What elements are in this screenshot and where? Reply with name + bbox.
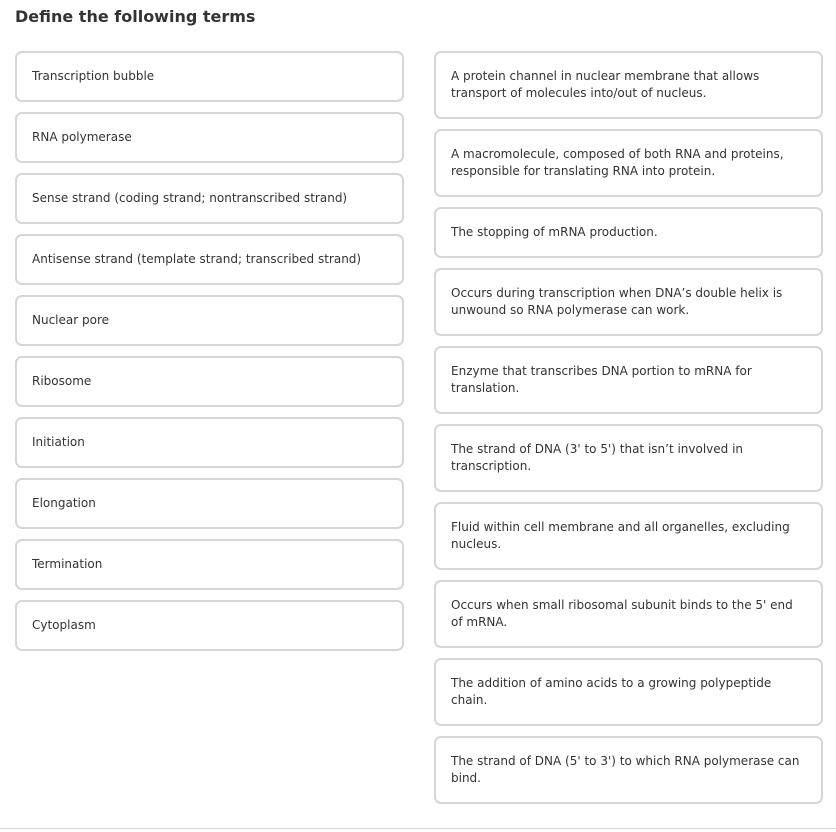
term-card-elongation[interactable]: Elongation — [15, 478, 404, 529]
definition-card[interactable]: The addition of amino acids to a growing polypeptide chain. — [434, 658, 823, 726]
term-card-cytoplasm[interactable]: Cytoplasm — [15, 600, 404, 651]
terms-column — [15, 51, 404, 661]
definition-card[interactable]: A protein channel in nuclear membrane that allows transport of molecules into/out of nucleus. — [434, 51, 823, 119]
definition-card[interactable]: Fluid within cell membrane and all organelles, excluding nucleus. — [434, 502, 823, 570]
term-card-rna-polymerase[interactable]: RNA polymerase — [15, 112, 404, 163]
definitions-column — [434, 51, 823, 814]
bottom-divider — [0, 828, 836, 829]
definition-card[interactable]: The stopping of mRNA production. — [434, 207, 823, 258]
term-card-transcription-bubble[interactable]: Transcription bubble — [15, 51, 404, 102]
page-title: Define the following terms — [15, 7, 256, 26]
term-card-antisense-strand[interactable]: Antisense strand (template strand; transcribed strand) — [15, 234, 404, 285]
definition-card[interactable]: Enzyme that transcribes DNA portion to mRNA for translation. — [434, 346, 823, 414]
term-card-nuclear-pore[interactable]: Nuclear pore — [15, 295, 404, 346]
definition-card[interactable]: The strand of DNA (3' to 5') that isn’t involved in transcription. — [434, 424, 823, 492]
term-card-ribosome[interactable]: Ribosome — [15, 356, 404, 407]
definition-card[interactable]: A macromolecule, composed of both RNA and proteins, responsible for translating RNA into protein. — [434, 129, 823, 197]
term-card-termination[interactable]: Termination — [15, 539, 404, 590]
term-card-sense-strand[interactable]: Sense strand (coding strand; nontranscribed strand) — [15, 173, 404, 224]
definition-card[interactable]: Occurs when small ribosomal subunit binds to the 5' end of mRNA. — [434, 580, 823, 648]
term-card-initiation[interactable]: Initiation — [15, 417, 404, 468]
definition-card[interactable]: Occurs during transcription when DNA’s double helix is unwound so RNA polymerase can work. — [434, 268, 823, 336]
definition-card[interactable]: The strand of DNA (5' to 3') to which RNA polymerase can bind. — [434, 736, 823, 804]
